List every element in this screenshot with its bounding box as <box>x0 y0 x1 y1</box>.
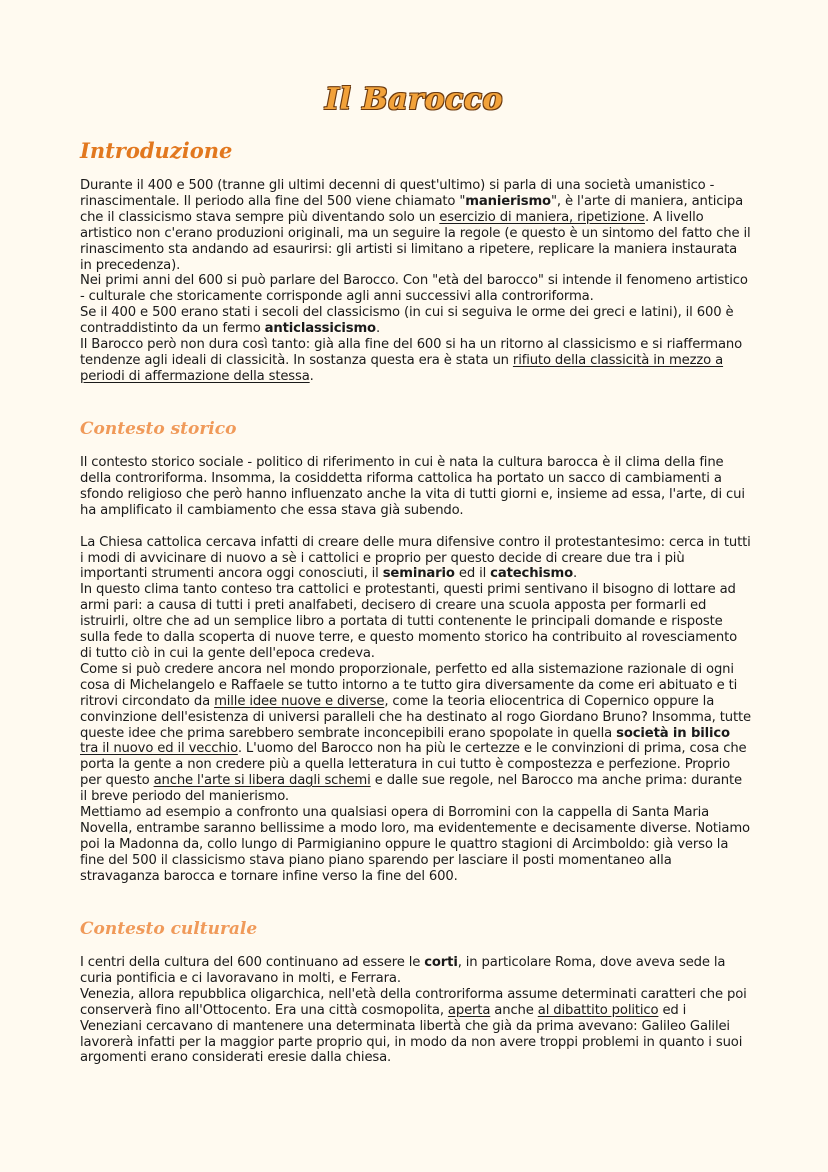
paragraph <box>80 955 752 987</box>
text-run: Il Barocco però non dura così tanto: già alla fine del 600 si ha un ritorno al classicismo e si riaffermano tendenze agli ideali di classicità. In sostanza questa era è stata un <box>80 337 743 368</box>
paragraph <box>80 455 752 519</box>
text-run: . A livello artistico non c'erano produzioni originali, ma un seguire la regole (e questo è un sintomo del fatto che il rinascimento sta andando ad esaurirsi: gli artisti si limitano a ripetere, replicare la maniera instaurata in precedenza). <box>80 209 751 273</box>
text-run: , in particolare Roma, dove aveva sede la curia pontificia e ci lavoravano in molti, e Ferrara. <box>80 955 726 986</box>
underlined-phrase: anche l'arte si libera dagli schemi <box>153 773 371 789</box>
bold-term: corti <box>424 955 458 970</box>
underlined-phrase: mille idee nuove e diverse <box>214 693 385 709</box>
bold-term: catechismo <box>490 566 573 582</box>
paragraph <box>80 337 752 385</box>
paragraph <box>80 535 752 583</box>
underlined-phrase: esercizio di maniera, ripetizione <box>439 209 645 225</box>
bold-term: anticlassicismo <box>264 321 376 337</box>
bold-term: manierismo <box>465 193 551 209</box>
text-run: Mettiamo ad esempio a confronto una qualsiasi opera di Borromini con la cappella di Santa Maria Novella, entrambe saranno bellissime a modo loro, ma evidentemente e decisamente diverse. Notiamo poi la Madonna da, collo lungo di Parmigianino oppure le quattro stagioni di Arcimboldo: già verso la fine del 500 il classicismo stava piano piano sparendo per lasciare il posti momentaneo alla stravaganza barocca e tornare infine verso la fine del 600. <box>80 805 750 884</box>
text-run: . L'uomo del Barocco non ha più le certezze e le convinzioni di prima, cosa che porta la gente a non credere più a quella letteratura in cui tutto è compostezza e perfezione. Proprio per questo <box>80 741 747 789</box>
underlined-phrase: tra il nuovo ed il vecchio <box>80 741 238 757</box>
text-run: Se il 400 e 500 erano stati i secoli del classicismo (in cui si seguiva le orme dei greci e latini), il 600 è contraddistinto da un fermo <box>80 305 734 337</box>
text-run: Come si può credere ancora nel mondo proporzionale, perfetto ed alla sistemazione razionale di ogni cosa di Michelangelo e Raffaele se tutto intorno a te tutto gira diversamente da come eri abituato e ti ritrovi circondato da <box>80 661 738 709</box>
bold-term: seminario <box>382 566 455 582</box>
paragraph <box>80 305 752 337</box>
underlined-phrase: aperta <box>447 1002 491 1018</box>
text-run: Il contesto storico sociale - politico di riferimento in cui è nata la cultura barocca è il clima della fine della controriforma. Insomma, la cosiddetta riforma cattolica ha portato un sacco di cambiamenti a sfondo religioso che però hanno influenzato anche la vita di tutti giorni e, insieme ad essa, l'arte, di cui ha amplificato il cambiamento che essa stava già subendo. <box>80 455 745 518</box>
paragraph <box>80 662 752 805</box>
heading-contesto-storico: Contesto storico <box>80 419 237 439</box>
text-run: ed il <box>454 566 491 582</box>
text-run: . <box>375 321 381 337</box>
section-introduzione <box>80 178 752 385</box>
underlined-phrase: rifiuto della classicità in mezzo a periodi di affermazione della stessa <box>80 352 724 384</box>
paragraph <box>80 273 752 305</box>
text-run: e dalle sue regole, nel Barocco ma anche prima: durante il breve periodo del manierismo. <box>80 773 743 805</box>
section-contesto-storico <box>80 455 752 885</box>
text-run: Venezia, allora repubblica oligarchica, nell'età della controriforma assume determinati caratteri che poi conserverà fino all'Ottocento. Era una città cosmopolita, <box>80 986 747 1018</box>
heading-introduzione: Introduzione <box>80 138 233 163</box>
paragraph <box>80 178 752 273</box>
text-run: ", è l'arte di maniera, anticipa che il classicismo stava sempre più diventando solo un <box>80 193 744 225</box>
underlined-phrase: al dibattito politico <box>537 1002 659 1018</box>
paragraph <box>80 582 752 662</box>
text-run: , come la teoria eliocentrica di Copernico oppure la convinzione dell'esistenza di universi paralleli che ha destinato al rogo Giordano Bruno? Insomma, tutte queste idee che prima sarebbero sembrate inconcepibili erano spopolate in quella <box>80 693 751 741</box>
text-run: . <box>573 566 578 582</box>
document-title: Il Barocco <box>324 82 504 117</box>
section-contesto-culturale <box>80 955 752 1066</box>
text-run: . <box>309 368 314 384</box>
text-run: Durante il 400 e 500 (tranne gli ultimi decenni di quest'ultimo) si parla di una società umanistico - rinascimentale. Il periodo alla fine del 500 viene chiamato " <box>80 178 715 209</box>
paragraph <box>80 987 752 1067</box>
text-run: Nei primi anni del 600 si può parlare del Barocco. Con "età del barocco" si intende il fenomeno artistico - culturale che storicamente corrisponde agli anni successivi alla controriforma. <box>80 273 748 305</box>
heading-contesto-culturale: Contesto culturale <box>80 919 258 939</box>
text-run: La Chiesa cattolica cercava infatti di creare delle mura difensive contro il protestantesimo: cerca in tutti i modi di avvicinare di nuovo a sè i cattolici e proprio per questo decide di creare due tra i più importanti strumenti ancora oggi conosciuti, il <box>80 534 751 582</box>
text-run: In questo clima tanto conteso tra cattolici e protestanti, questi primi sentivano il bisogno di lottare ad armi pari: a causa di tutti i preti analfabeti, decisero di creare una scuola apposta per formarli ed istruirli, oltre che ad un semplice libro a portata di tutti contenente le principali domande e risposte sulla fede to dalla scoperta di nuove terre, e questo momento storico ha contribuito al rovesciamento di tutto ciò in cui la gente dell'epoca credeva. <box>80 582 738 661</box>
bold-term: società in bilico <box>616 725 730 741</box>
text-run: anche <box>490 1002 538 1018</box>
text-run: ed i Veneziani cercavano di mantenere una determinata libertà che già da prima avevano: Galileo Galilei lavorerà infatti per la maggior parte proprio qui, in modo da non avere troppi problemi in quanto i suoi argomenti erano considerati eresie dalla chiesa. <box>80 1002 743 1066</box>
text-run: I centri della cultura del 600 continuano ad essere le <box>80 955 425 970</box>
paragraph <box>80 805 752 885</box>
